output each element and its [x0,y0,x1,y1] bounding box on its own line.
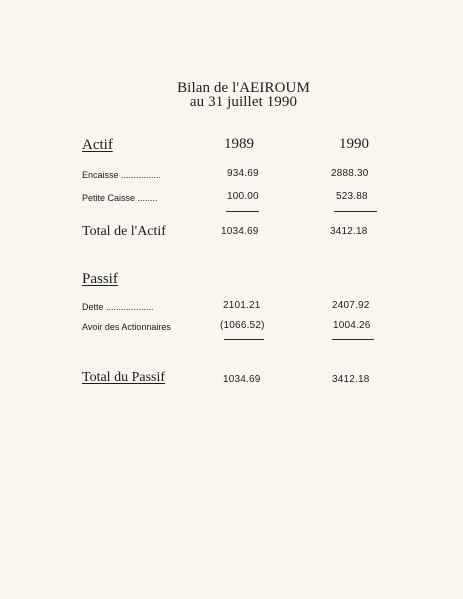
column-header-1989: 1989 [224,136,254,152]
total-actif-1990: 3412.18 [330,226,368,237]
value-petite-caisse-1990: 523.88 [336,191,368,202]
row-label-dette: Dette ................... [82,302,154,312]
row-label-petite-caisse: Petite Caisse ........ [82,193,158,203]
section-heading-passif: Passif [82,271,118,287]
sum-rule-actif-1989 [226,211,259,212]
value-dette-1989: 2101.21 [223,300,261,311]
total-label-actif: Total de l'Actif [82,224,166,239]
value-avoir-1989: (1066.52) [220,320,265,331]
value-encaisse-1989: 934.69 [227,168,259,179]
row-label-avoir-actionnaires: Avoir des Actionnaires [82,322,171,332]
document-title: Bilan de l'AEIROUM [177,80,310,96]
section-heading-actif: Actif [82,137,113,153]
row-label-encaisse: Encaisse ................ [82,170,162,180]
total-label-passif: Total du Passif [82,370,166,385]
sum-rule-passif-1989 [224,339,264,340]
value-petite-caisse-1989: 100.00 [227,191,259,202]
total-actif-1989: 1034.69 [221,226,259,237]
value-encaisse-1990: 2888.30 [331,168,369,179]
value-avoir-1990: 1004.26 [333,320,371,331]
total-passif-1989: 1034.69 [223,374,261,385]
total-passif-1990: 3412.18 [332,374,370,385]
sum-rule-passif-1990 [332,339,374,340]
sum-rule-actif-1990 [334,211,377,212]
column-header-1990: 1990 [339,136,369,152]
document-subtitle-date: au 31 juillet 1990 [189,94,298,110]
value-dette-1990: 2407.92 [332,300,370,311]
